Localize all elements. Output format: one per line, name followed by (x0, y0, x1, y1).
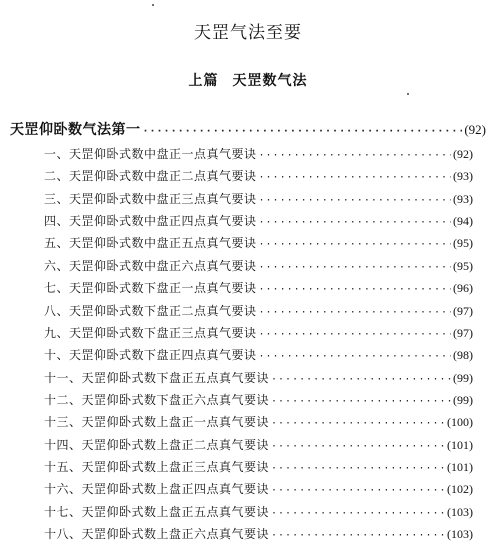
toc-entry-label: 五、天罡仰卧式数中盘正五点真气要诀 (44, 236, 257, 251)
toc-entry-row (44, 144, 473, 164)
toc-entry-label: 十三、天罡仰卧式数上盘正一点真气要诀 (44, 415, 270, 430)
toc-entry-row (44, 524, 473, 544)
toc-entry-row (44, 211, 473, 231)
dot-leader (259, 213, 451, 233)
toc-entry-row (44, 390, 473, 410)
toc-entry-row (44, 233, 473, 253)
toc-entry-label: 六、天罡仰卧式数中盘正六点真气要诀 (44, 258, 257, 273)
toc-entry-row (44, 301, 473, 321)
toc-entry-row (44, 412, 473, 432)
chapter-title: 天罡仰卧数气法第一 (10, 122, 141, 138)
toc-entry-page-number: (98) (453, 348, 473, 363)
toc-entry-page-number: (92) (453, 147, 473, 161)
toc-entry-label: 八、天罡仰卧式数下盘正二点真气要诀 (44, 303, 257, 318)
toc-entry-label: 十八、天罡仰卧式数上盘正六点真气要诀 (44, 527, 270, 541)
dot-leader (271, 370, 451, 390)
dot-leader (271, 526, 445, 546)
toc-entry-row (44, 368, 473, 388)
dot-leader (259, 235, 451, 255)
toc-entry-label: 二、天罡仰卧式数中盘正二点真气要诀 (44, 169, 257, 184)
scan-speck (407, 93, 409, 95)
toc-entry-page-number: (102) (447, 482, 473, 497)
toc-entry-label: 七、天罡仰卧式数下盘正一点真气要诀 (44, 281, 257, 296)
toc-entry-row (44, 502, 473, 522)
toc-entry-page-number: (95) (453, 236, 473, 251)
toc-entry-row (44, 345, 473, 365)
toc-entry-row (44, 256, 473, 276)
toc-entry-page-number: (101) (447, 437, 473, 452)
toc-entry-page-number: (95) (453, 258, 473, 273)
toc-entry-label: 三、天罡仰卧式数中盘正三点真气要诀 (44, 191, 257, 206)
dot-leader (259, 168, 451, 188)
dot-leader (259, 347, 451, 367)
dot-leader (259, 146, 451, 166)
toc-entry-page-number: (100) (447, 415, 473, 430)
dot-leader (259, 303, 451, 323)
toc-entry-page-number: (97) (453, 303, 473, 318)
dot-leader (271, 392, 451, 412)
toc-entry-row (44, 435, 473, 455)
toc-entry-label: 十、天罡仰卧式数下盘正四点真气要诀 (44, 348, 257, 363)
toc-entry-row (44, 479, 473, 499)
toc-entry-row (44, 457, 473, 477)
dot-leader (143, 122, 463, 142)
toc-entry-label: 十一、天罡仰卧式数下盘正五点真气要诀 (44, 370, 270, 385)
toc-entry-label: 十四、天罡仰卧式数上盘正二点真气要诀 (44, 437, 270, 452)
scan-speck (152, 4, 154, 6)
toc-entry-row (44, 278, 473, 298)
toc-entry-label: 十七、天罡仰卧式数上盘正五点真气要诀 (44, 504, 270, 519)
dot-leader (271, 414, 445, 434)
toc-entry-page-number: (103) (447, 504, 473, 519)
chapter-page-number: (92) (464, 122, 486, 137)
page-title: 天罡气法至要 (194, 23, 302, 43)
toc-entry-page-number: (99) (453, 392, 473, 407)
toc-entry-label: 一、天罡仰卧式数中盘正一点真气要诀 (44, 147, 257, 161)
part-heading (0, 70, 496, 90)
toc-entry-label: 四、天罡仰卧式数中盘正四点真气要诀 (44, 214, 257, 229)
toc-entry-row (44, 323, 473, 343)
toc-entry-page-number: (93) (453, 191, 473, 206)
toc-entry-page-number: (96) (453, 281, 473, 296)
toc-chapter-row (10, 120, 486, 140)
dot-leader (259, 325, 451, 345)
dot-leader (259, 280, 451, 300)
dot-leader (259, 191, 451, 211)
dot-leader (271, 437, 445, 457)
toc-entry-page-number: (99) (453, 370, 473, 385)
dot-leader (271, 481, 445, 501)
toc-entry-page-number: (101) (447, 459, 473, 474)
toc-entry-row (44, 189, 473, 209)
toc-entry-page-number: (97) (453, 325, 473, 340)
toc-entry-row (44, 166, 473, 186)
toc-entry-label: 十六、天罡仰卧式数上盘正四点真气要诀 (44, 482, 270, 497)
toc-entry-page-number: (93) (453, 169, 473, 184)
toc-entry-label: 九、天罡仰卧式数下盘正三点真气要诀 (44, 325, 257, 340)
toc-entry-page-number: (94) (453, 214, 473, 229)
part-label: 上篇 (188, 73, 219, 89)
toc-entry-label: 十二、天罡仰卧式数下盘正六点真气要诀 (44, 392, 270, 407)
dot-leader (271, 459, 445, 479)
part-name: 天罡数气法 (232, 73, 308, 89)
dot-leader (259, 258, 451, 278)
toc-entry-page-number: (103) (447, 527, 473, 541)
toc-entry-label: 十五、天罡仰卧式数上盘正三点真气要诀 (44, 459, 270, 474)
dot-leader (271, 504, 445, 524)
